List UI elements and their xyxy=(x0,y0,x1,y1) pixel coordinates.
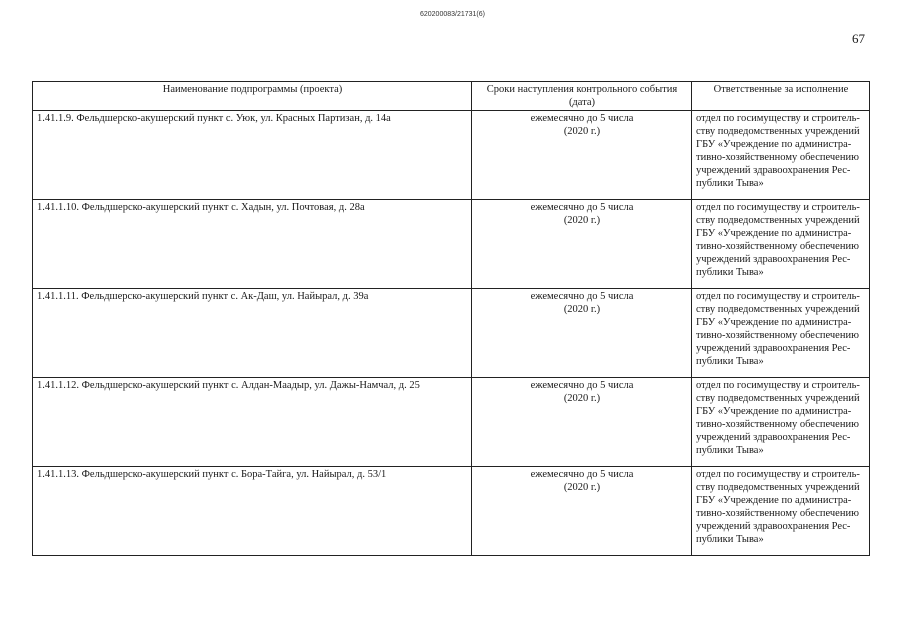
deadline-year: (2020 г.) xyxy=(563,215,601,226)
deadline-frequency: ежемесячно до 5 числа xyxy=(530,202,634,213)
subprogram-name: 1.41.1.9. Фельдшерско-акушерский пункт с. Уюк, ул. Красных Партизан, д. 14а xyxy=(33,111,472,200)
column-header-name: Наименование подпрограммы (проекта) xyxy=(33,82,472,111)
deadline-year: (2020 г.) xyxy=(563,126,601,137)
responsible-cell: отдел по госимуществу и строитель- ству подведомственных учреждений ГБУ «Учреждение по администра- тивно-хозяйственному обеспечению учреждений здравоохранения Рес- публики Тыва» xyxy=(692,200,870,289)
document-id: 620200083/21731(6) xyxy=(419,11,485,18)
deadline-cell xyxy=(472,378,692,467)
column-header-deadline: Сроки наступления контрольного события (дата) xyxy=(472,82,692,111)
table-row xyxy=(33,200,870,289)
deadline-cell xyxy=(472,111,692,200)
table-row xyxy=(33,467,870,556)
subprogram-name: 1.41.1.10. Фельдшерско-акушерский пункт с. Хадын, ул. Почтовая, д. 28а xyxy=(33,200,472,289)
program-table xyxy=(32,81,870,556)
responsible-cell: отдел по госимуществу и строитель- ству подведомственных учреждений ГБУ «Учреждение по администра- тивно-хозяйственному обеспечению учреждений здравоохранения Рес- публики Тыва» xyxy=(692,378,870,467)
responsible-cell: отдел по госимуществу и строитель- ству подведомственных учреждений ГБУ «Учреждение по администра- тивно-хозяйственному обеспечению учреждений здравоохранения Рес- публики Тыва» xyxy=(692,467,870,556)
deadline-frequency: ежемесячно до 5 числа xyxy=(530,380,634,391)
table-row xyxy=(33,378,870,467)
deadline-year: (2020 г.) xyxy=(563,393,601,404)
table-body xyxy=(33,111,870,556)
deadline-year: (2020 г.) xyxy=(563,304,601,315)
subprogram-name: 1.41.1.12. Фельдшерско-акушерский пункт с. Алдан-Маадыр, ул. Дажы-Намчал, д. 25 xyxy=(33,378,472,467)
deadline-cell xyxy=(472,200,692,289)
table-row xyxy=(33,111,870,200)
deadline-year: (2020 г.) xyxy=(563,482,601,493)
table-row xyxy=(33,289,870,378)
column-header-responsible: Ответственные за исполнение xyxy=(692,82,870,111)
header-row xyxy=(33,82,870,111)
deadline-frequency: ежемесячно до 5 числа xyxy=(530,113,634,124)
responsible-cell: отдел по госимуществу и строитель- ству подведомственных учреждений ГБУ «Учреждение по администра- тивно-хозяйственному обеспечению учреждений здравоохранения Рес- публики Тыва» xyxy=(692,111,870,200)
deadline-cell xyxy=(472,289,692,378)
deadline-frequency: ежемесячно до 5 числа xyxy=(530,469,634,480)
table-header xyxy=(33,82,870,111)
deadline-cell xyxy=(472,467,692,556)
subprogram-name: 1.41.1.11. Фельдшерско-акушерский пункт с. Ак-Даш, ул. Найырал, д. 39а xyxy=(33,289,472,378)
responsible-cell: отдел по госимуществу и строитель- ству подведомственных учреждений ГБУ «Учреждение по администра- тивно-хозяйственному обеспечению учреждений здравоохранения Рес- публики Тыва» xyxy=(692,289,870,378)
deadline-frequency: ежемесячно до 5 числа xyxy=(530,291,634,302)
subprogram-name: 1.41.1.13. Фельдшерско-акушерский пункт с. Бора-Тайга, ул. Найырал, д. 53/1 xyxy=(33,467,472,556)
page-number: 67 xyxy=(852,31,865,46)
